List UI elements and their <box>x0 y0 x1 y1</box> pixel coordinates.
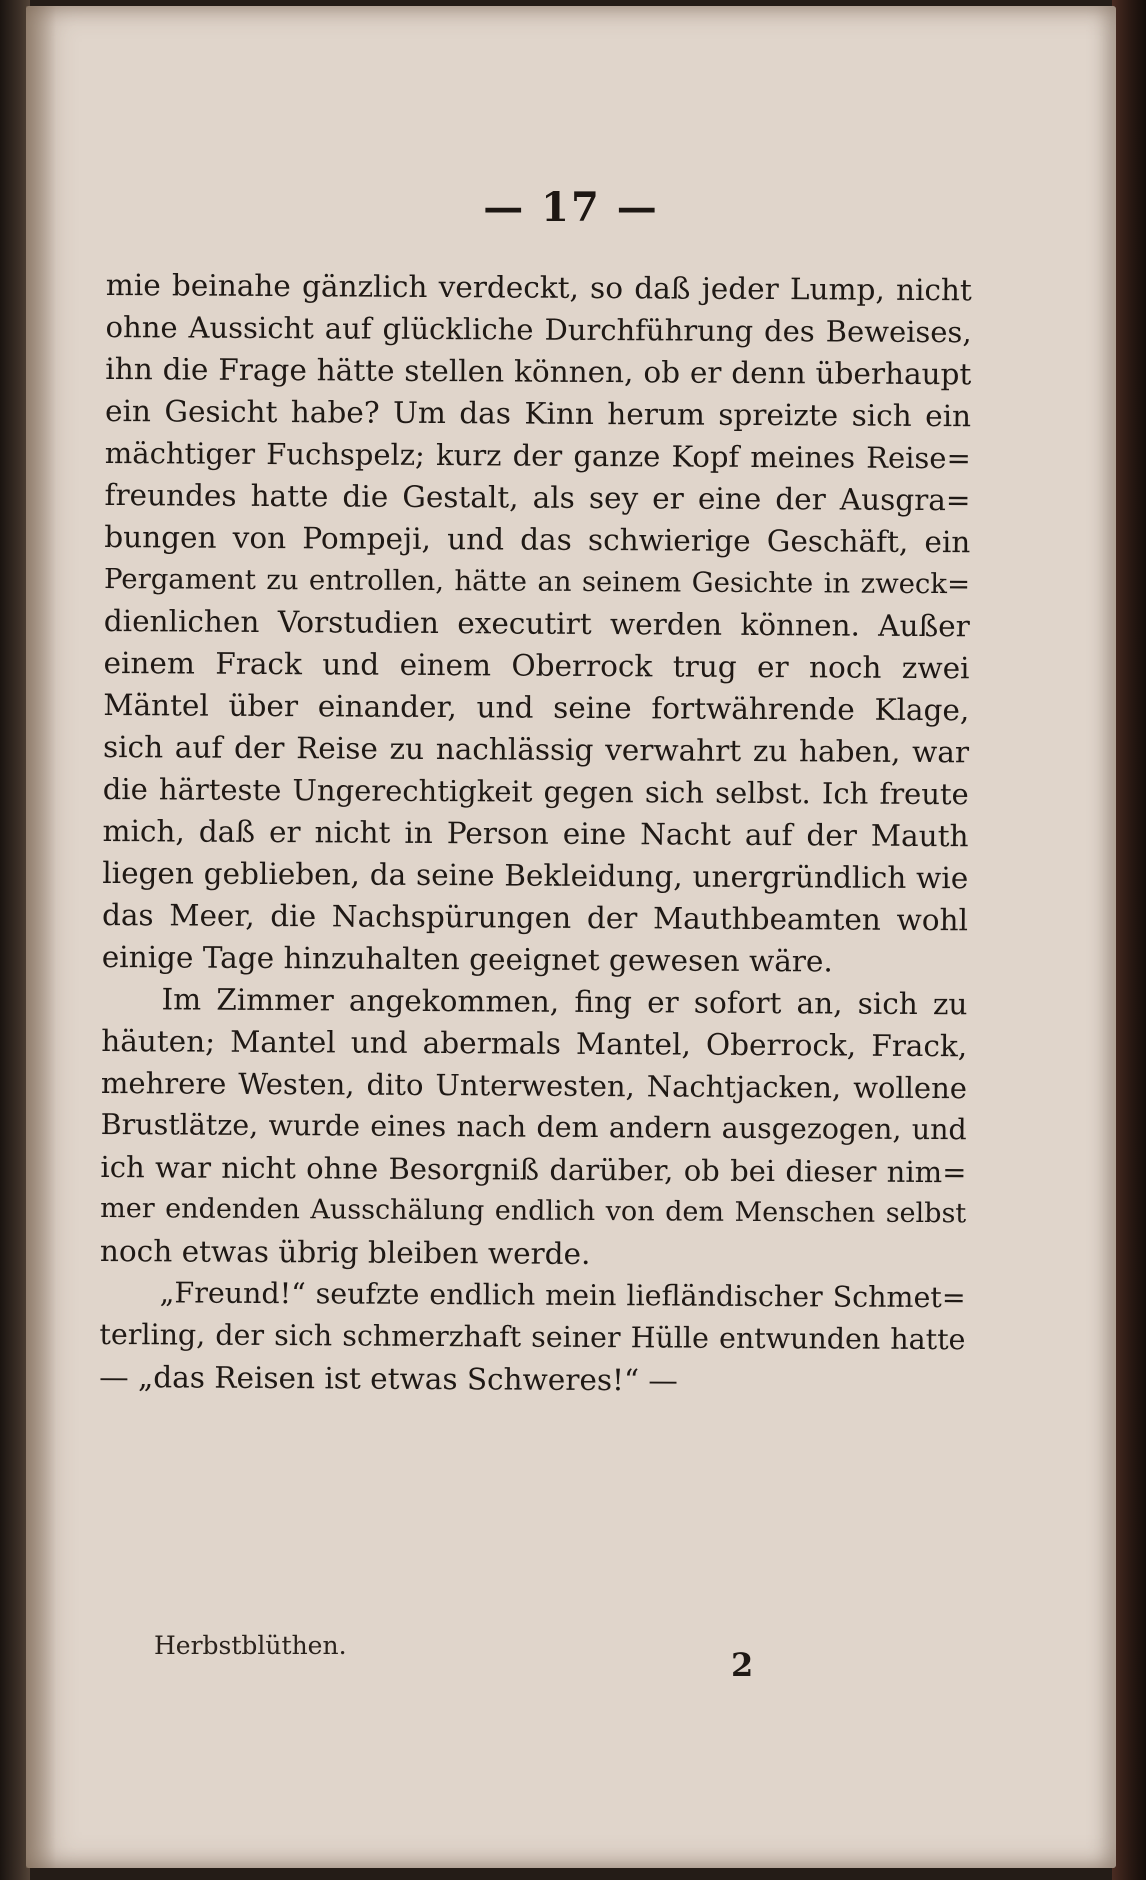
text-line: Im Zimmer angekommen, fing er sofort an, sich zu <box>161 982 968 1022</box>
text-line: dienlichen Vorstudien executirt werden können. Außer <box>103 603 970 644</box>
text-line: „Freund!“ seufzte endlich mein liefländischer Schmet= <box>159 1276 966 1315</box>
text-line: sich auf der Reise zu nachlässig verwahrt zu haben, war <box>102 729 970 770</box>
text-line: mich, daß er nicht in Person eine Nacht auf der Mauth <box>102 813 969 854</box>
text-line: ihn die Frage hätte stellen können, ob er denn überhaupt <box>105 351 972 392</box>
text-line: Pergament zu entrollen, hätte an seinem Gesichte in zweck= <box>103 562 971 601</box>
text-line: ohne Aussicht auf glückliche Durchführung des Beweises, <box>105 309 972 350</box>
text-line: mächtiger Fuchspelz; kurz der ganze Kopf meines Reise= <box>104 435 971 476</box>
page-gutter-shadow <box>26 6 56 1868</box>
page-number-header: — 17 — <box>483 184 659 231</box>
text-line: freundes hatte die Gestalt, als sey er eine der Ausgra= <box>104 477 971 518</box>
text-line: mie beinahe gänzlich verdeckt, so daß jeder Lump, nicht <box>105 267 972 308</box>
text-line: Brustlätze, wurde eines nach dem andern ausgezogen, und <box>100 1107 967 1147</box>
book-binding-right <box>1112 0 1146 1880</box>
text-line: terling, der sich schmerzhaft seiner Hülle entwunden hatte <box>99 1317 966 1357</box>
text-line: häuten; Mantel und abermals Mantel, Oberrock, Frack, <box>101 1023 968 1064</box>
text-line: mehrere Westen, dito Unterwesten, Nachtjacken, wollene <box>100 1065 968 1106</box>
sheet-number: 2 <box>731 1646 754 1684</box>
text-line: bungen von Pompeji, und das schwierige Geschäft, ein <box>104 519 971 560</box>
text-line: — „das Reisen ist etwas Schweres!“ — <box>99 1359 678 1398</box>
book-page <box>26 6 1116 1868</box>
text-line: ein Gesicht habe? Um das Kinn herum spreizte sich ein <box>104 393 972 434</box>
text-line: einem Frack und einem Oberrock trug er noch zwei <box>103 645 970 686</box>
text-line: einige Tage hinzuhalten geeignet gewesen wäre. <box>101 939 833 979</box>
text-line: mer endenden Ausschälung endlich von dem Menschen selbst <box>100 1192 967 1230</box>
signature-mark: Herbstblüthen. <box>154 1631 347 1660</box>
text-line: noch etwas übrig bleiben werde. <box>99 1233 591 1271</box>
text-line: das Meer, die Nachspürungen der Mauthbeamten wohl <box>101 897 969 938</box>
body-text <box>99 264 972 1403</box>
text-line: die härteste Ungerechtigkeit gegen sich selbst. Ich freute <box>102 771 969 812</box>
text-line: Mäntel über einander, und seine fortwährende Klage, <box>103 687 970 728</box>
text-line: liegen geblieben, da seine Bekleidung, unergründlich wie <box>102 855 969 896</box>
text-line: ich war nicht ohne Besorgniß darüber, ob bei dieser nim= <box>100 1149 967 1190</box>
